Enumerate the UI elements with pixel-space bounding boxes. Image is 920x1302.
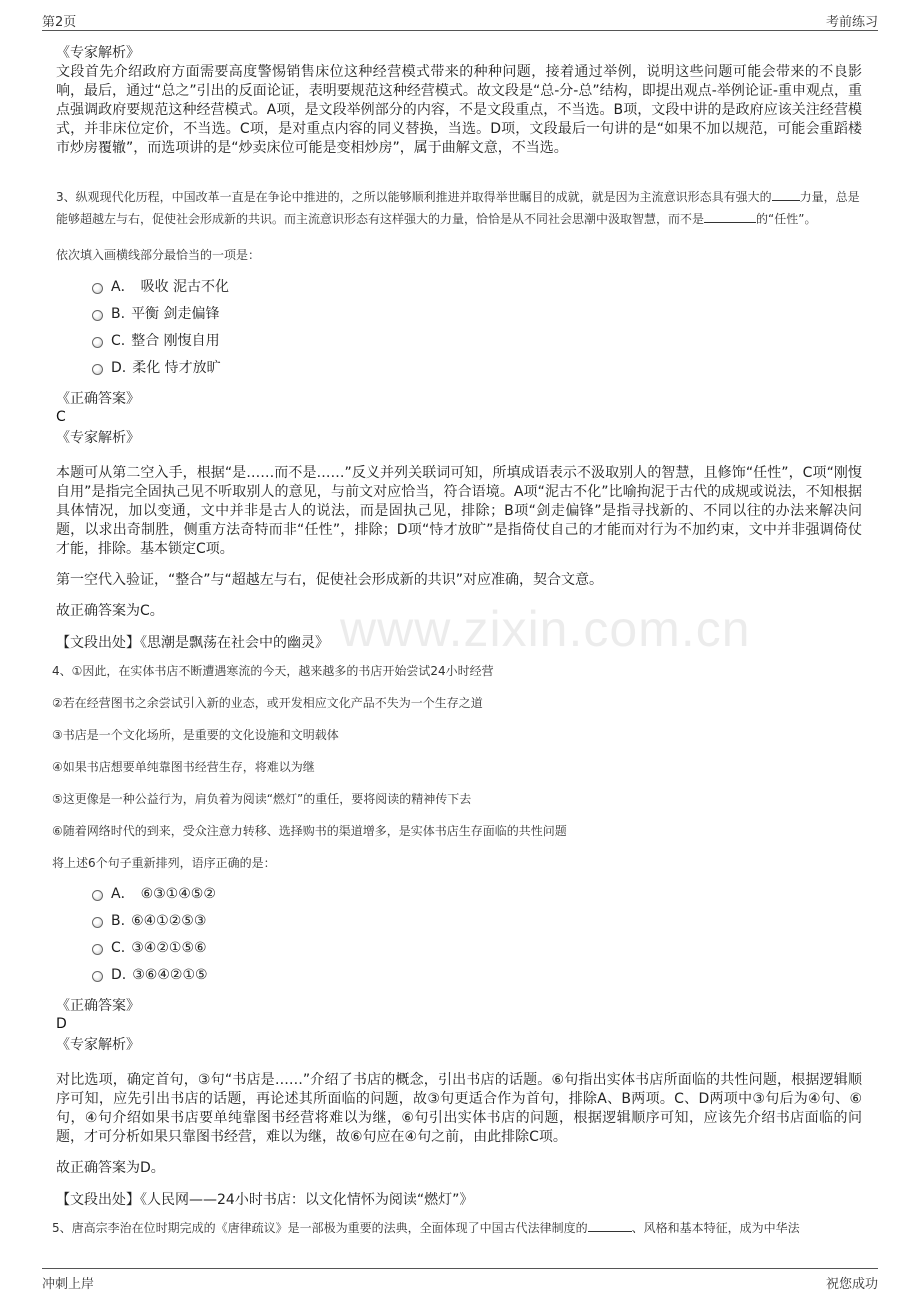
q5-blank-1 xyxy=(588,1218,632,1232)
q3-stem xyxy=(56,186,862,230)
radio-icon[interactable] xyxy=(92,944,103,955)
q3-stem-part1: 3、纵观现代化历程，中国改革一直是在争论中推进的，之所以能够顺利推进并取得举世瞩目的成就，就是因为主流意识形态具有强大的 xyxy=(56,190,772,204)
q4-options xyxy=(92,885,862,993)
radio-icon[interactable] xyxy=(92,890,103,901)
expert-analysis-label: 《专家解析》 xyxy=(56,430,140,446)
q4-sentence-4: ④如果书店想要单纯靠图书经营生存，将难以为继 xyxy=(52,760,315,774)
q3-prompt: 依次填入画横线部分最恰当的一项是： xyxy=(56,248,261,262)
option-label: A． xyxy=(111,279,135,295)
correct-answer-label: 《正确答案》 xyxy=(56,998,140,1014)
option-label: A． xyxy=(111,886,135,902)
q3-option-c[interactable] xyxy=(92,332,862,359)
correct-answer-label: 《正确答案》 xyxy=(56,391,140,407)
q4-option-d[interactable] xyxy=(92,966,862,993)
q3-blank-1 xyxy=(772,187,800,201)
radio-icon[interactable] xyxy=(92,337,103,348)
q4-conclusion: 故正确答案为D。 xyxy=(56,1160,165,1176)
footer-right: 祝您成功 xyxy=(825,1277,878,1292)
q4-sentence-2: ②若在经营图书之余尝试引入新的业态，或开发相应文化产品不失为一个生存之道 xyxy=(52,696,483,710)
option-label: C. xyxy=(111,333,126,349)
q4-explanation: 对比选项，确定首句，③句“书店是……”介绍了书店的概念，引出书店的话题。⑥句指出实体书店所面临的共性问题，根据逻辑顺序可知，应先引出书店的话题，再论述其所面临的问题，故③句更适合作为首句，排除A、B两项。C、D两项中③句后为④句、⑥句，④句介绍如果书店要单纯靠图书经营将难以为继，⑥句引出实体书店的问题，根据逻辑顺序可知，应该先介绍书店面临的问题，才可分析如果只靠图书经营，难以为继，故⑥句应在④句之前，由此排除C项。 xyxy=(56,1072,862,1145)
document-body xyxy=(52,44,862,1238)
q5-stem-part1: 5、唐高宗李治在位时期完成的《唐律疏议》是一部极为重要的法典，全面体现了中国古代法律制度的 xyxy=(52,1221,588,1235)
q3-answer: C xyxy=(56,409,66,425)
q5-stem-part2: 、风格和基本特征，成为中华法 xyxy=(631,1221,800,1235)
q4-answer: D xyxy=(56,1016,67,1032)
q3-blank-2 xyxy=(704,209,756,223)
option-label: C. xyxy=(111,940,126,956)
watermark: www.zixin.com.cn xyxy=(340,601,751,657)
option-text: 平衡 剑走偏锋 xyxy=(131,306,220,322)
q4-option-b[interactable] xyxy=(92,912,862,939)
q2-explanation: 文段首先介绍政府方面需要高度警惕销售床位这种经营模式带来的种种问题，接着通过举例，说明这些问题可能会带来的不良影响，最后，通过“总之”引出的反面论证，表明要规范这种经营模式。故文段是“总-分-总”结构，即提出观点-举例论证-重申观点，重点强调政府要规范这种经营模式。A项，是文段举例部分的内容，不是文段重点，不当选。B项，文段中讲的是政府应该关注经营模式，并非床位定价，不当选。C项，是对重点内容的同义替换，当选。D项，文段最后一句讲的是“如果不加以规范，可能会重蹈楼市炒房覆辙”，而选项讲的是“炒卖床位可能是变相炒房”，属于曲解文意，不当选。 xyxy=(56,64,862,156)
q3-option-d[interactable] xyxy=(92,359,862,386)
source-title: 《思潮是飘荡在社会中的幽灵》 xyxy=(140,635,329,651)
page-footer xyxy=(42,1268,878,1291)
q3-options xyxy=(92,278,862,386)
footer-left: 冲刺上岸 xyxy=(42,1277,95,1292)
q4-source xyxy=(56,1190,862,1210)
q3-source xyxy=(56,633,862,653)
radio-icon[interactable] xyxy=(92,917,103,928)
page-number: 第2页 xyxy=(42,15,77,30)
option-label: D. xyxy=(111,360,127,376)
option-label: B. xyxy=(111,306,126,322)
q3-verification: 第一空代入验证，“整合”与“超越左与右，促使社会形成新的共识”对应准确，契合文意。 xyxy=(56,572,604,588)
option-text: 柔化 恃才放旷 xyxy=(132,360,221,376)
expert-analysis-label: 《专家解析》 xyxy=(56,45,140,61)
source-label: 【文段出处】 xyxy=(56,635,140,651)
radio-icon[interactable] xyxy=(92,310,103,321)
q3-option-a[interactable] xyxy=(92,278,862,305)
radio-icon[interactable] xyxy=(92,364,103,375)
q3-stem-part3: 的“任性”。 xyxy=(756,212,817,226)
option-text: ③④②①⑤⑥ xyxy=(131,940,207,956)
radio-icon[interactable] xyxy=(92,283,103,294)
q4-sentence-5: ⑤这更像是一种公益行为，肩负着为阅读“燃灯”的重任，要将阅读的精神传下去 xyxy=(52,792,472,806)
q3-stem-part2: 力量，总是能够超越左与右，促使社会形成新的共识。而主流意识形态有这样强大的力量，恰恰是从不同社会思潮中汲取智慧，而不是 xyxy=(56,190,860,226)
option-label: D. xyxy=(111,967,127,983)
option-text: 吸收 泥古不化 xyxy=(140,279,230,295)
q3-conclusion: 故正确答案为C。 xyxy=(56,603,164,619)
option-text: ③⑥④②①⑤ xyxy=(132,967,208,983)
expert-analysis-label: 《专家解析》 xyxy=(56,1037,140,1053)
q4-sentence-6: ⑥随着网络时代的到来，受众注意力转移、选择购书的渠道增多，是实体书店生存面临的共性问题 xyxy=(52,824,567,838)
source-label: 【文段出处】 xyxy=(56,1192,140,1208)
q3-option-b[interactable] xyxy=(92,305,862,332)
option-text: ⑥④①②⑤③ xyxy=(131,913,207,929)
option-label: B. xyxy=(111,913,126,929)
header-title: 考前练习 xyxy=(825,15,878,30)
q4-stem: 4、①因此，在实体书店不断遭遇寒流的今天，越来越多的书店开始尝试24小时经营 xyxy=(52,664,494,678)
page-header xyxy=(42,8,878,31)
q4-option-c[interactable] xyxy=(92,939,862,966)
q4-sentence-3: ③书店是一个文化场所，是重要的文化设施和文明载体 xyxy=(52,728,339,742)
option-text: 整合 刚愎自用 xyxy=(131,333,220,349)
q3-explanation: 本题可从第二空入手，根据“是……而不是……”反义并列关联词可知，所填成语表示不汲取别人的智慧，且修饰“任性”，C项“刚愎自用”是指完全固执己见不听取别人的意见，与前文对应恰当，符合语境。A项“泥古不化”比喻拘泥于古代的成规或说法，不知根据具体情况，加以变通，文中并非是古人的说法，而是固执己见，排除；B项“剑走偏锋”是指寻找新的、不同以往的办法来解决问题，以求出奇制胜，侧重方法奇特而非“任性”，排除；D项“恃才放旷”是指倚仗自己的才能而对行为不加约束，文中并非强调倚仗才能，排除。基本锁定C项。 xyxy=(56,465,862,557)
radio-icon[interactable] xyxy=(92,971,103,982)
option-text: ⑥③①④⑤② xyxy=(140,886,216,902)
q5-stem xyxy=(52,1218,862,1238)
source-title: 《人民网——24小时书店：以文化情怀为阅读“燃灯”》 xyxy=(140,1192,474,1208)
q4-prompt: 将上述6个句子重新排列，语序正确的是： xyxy=(52,856,276,870)
q4-option-a[interactable] xyxy=(92,885,862,912)
